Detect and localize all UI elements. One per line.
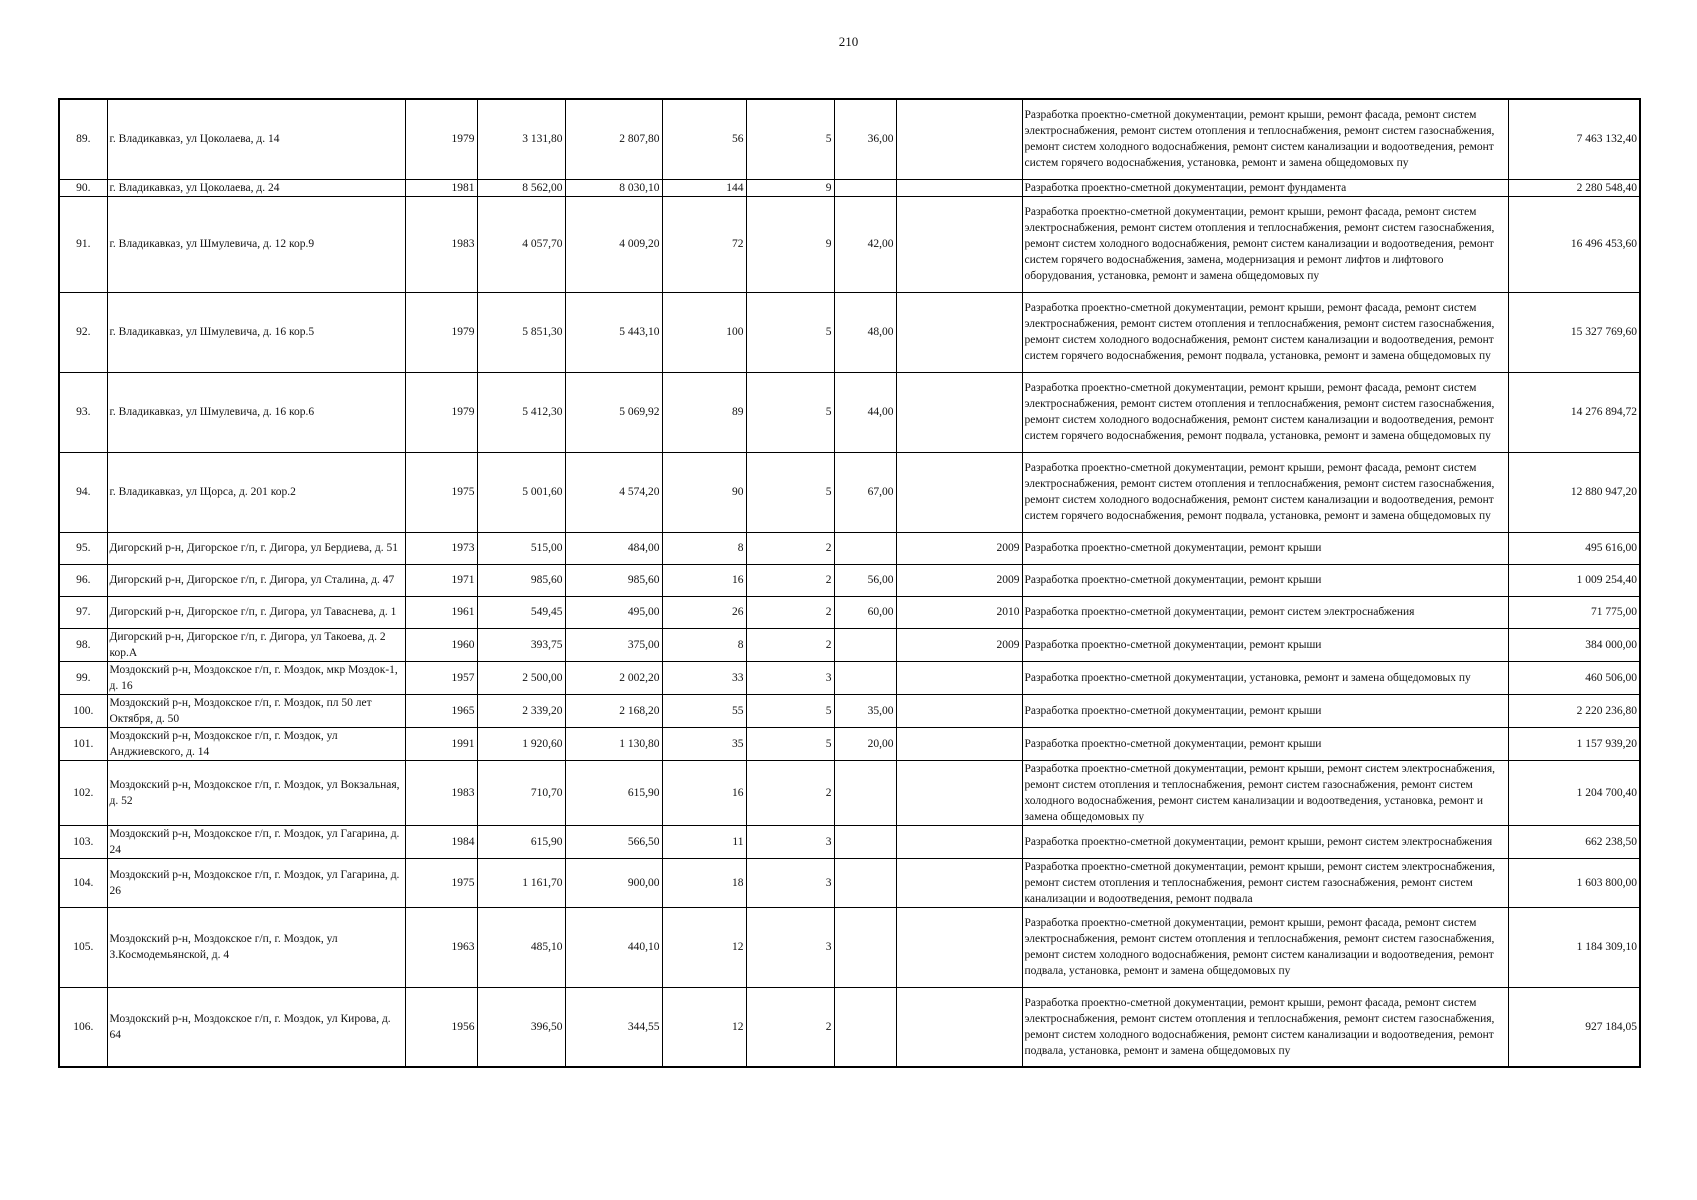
year-built-cell: 1963 (405, 907, 477, 987)
total-area-cell: 515,00 (477, 532, 565, 564)
residents-cell: 12 (662, 907, 746, 987)
works-list-cell: Разработка проектно-сметной документации, ремонт крыши, ремонт систем электроснабжения, ремонт систем отопления и теплоснабжения, ремонт систем газоснабжения, ремонт систем холодного водоснабжения, ремонт систем канализации и водоотведения, установка, ремонт и замена общедомовых пу (1022, 760, 1508, 825)
residents-cell: 35 (662, 727, 746, 760)
floors-cell: 9 (746, 196, 834, 292)
table-row (59, 628, 1640, 661)
last-overhaul-year-cell (896, 727, 1022, 760)
year-built-cell: 1979 (405, 99, 477, 179)
last-overhaul-year-cell: 2009 (896, 532, 1022, 564)
total-area-cell: 8 562,00 (477, 179, 565, 196)
floors-cell: 2 (746, 596, 834, 628)
cost-cell: 495 616,00 (1508, 532, 1640, 564)
year-built-cell: 1991 (405, 727, 477, 760)
cost-cell: 2 220 236,80 (1508, 694, 1640, 727)
residents-cell: 144 (662, 179, 746, 196)
row-number: 106. (59, 987, 107, 1067)
row-number: 101. (59, 727, 107, 760)
repair-program-table (58, 98, 1641, 1068)
year-built-cell: 1957 (405, 661, 477, 694)
wear-percent-cell (834, 987, 896, 1067)
cost-cell: 1 157 939,20 (1508, 727, 1640, 760)
floors-cell: 2 (746, 564, 834, 596)
floors-cell: 9 (746, 179, 834, 196)
address-cell: Моздокский р-н, Моздокское г/п, г. Моздок, ул Анджиевского, д. 14 (107, 727, 405, 760)
row-number: 96. (59, 564, 107, 596)
living-area-cell: 5 443,10 (565, 292, 662, 372)
residents-cell: 55 (662, 694, 746, 727)
wear-percent-cell (834, 760, 896, 825)
last-overhaul-year-cell (896, 907, 1022, 987)
year-built-cell: 1983 (405, 760, 477, 825)
cost-cell: 384 000,00 (1508, 628, 1640, 661)
residents-cell: 33 (662, 661, 746, 694)
row-number: 92. (59, 292, 107, 372)
wear-percent-cell: 48,00 (834, 292, 896, 372)
living-area-cell: 8 030,10 (565, 179, 662, 196)
wear-percent-cell: 56,00 (834, 564, 896, 596)
last-overhaul-year-cell (896, 99, 1022, 179)
cost-cell: 662 238,50 (1508, 825, 1640, 858)
total-area-cell: 396,50 (477, 987, 565, 1067)
address-cell: Моздокский р-н, Моздокское г/п, г. Моздок, ул Вокзальная, д. 52 (107, 760, 405, 825)
works-list-cell: Разработка проектно-сметной документации, ремонт крыши, ремонт фасада, ремонт систем электроснабжения, ремонт систем отопления и теплоснабжения, ремонт систем газоснабжения, ремонт систем холодного водоснабжения, ремонт систем канализации и водоотведения, ремонт подвала, установка, ремонт и замена общедомовых пу (1022, 987, 1508, 1067)
floors-cell: 3 (746, 907, 834, 987)
total-area-cell: 485,10 (477, 907, 565, 987)
cost-cell: 12 880 947,20 (1508, 452, 1640, 532)
last-overhaul-year-cell (896, 825, 1022, 858)
living-area-cell: 4 009,20 (565, 196, 662, 292)
address-cell: Дигорский р-н, Дигорское г/п, г. Дигора, ул Таваснева, д. 1 (107, 596, 405, 628)
residents-cell: 18 (662, 858, 746, 907)
works-list-cell: Разработка проектно-сметной документации, ремонт крыши, ремонт фасада, ремонт систем электроснабжения, ремонт систем отопления и теплоснабжения, ремонт систем газоснабжения, ремонт систем холодного водоснабжения, ремонт систем канализации и водоотведения, ремонт подвала, установка, ремонт и замена общедомовых пу (1022, 907, 1508, 987)
total-area-cell: 2 339,20 (477, 694, 565, 727)
wear-percent-cell: 20,00 (834, 727, 896, 760)
last-overhaul-year-cell (896, 292, 1022, 372)
residents-cell: 8 (662, 532, 746, 564)
last-overhaul-year-cell (896, 661, 1022, 694)
residents-cell: 100 (662, 292, 746, 372)
residents-cell: 72 (662, 196, 746, 292)
residents-cell: 12 (662, 987, 746, 1067)
address-cell: Моздокский р-н, Моздокское г/п, г. Моздок, ул З.Космодемьянской, д. 4 (107, 907, 405, 987)
floors-cell: 2 (746, 532, 834, 564)
total-area-cell: 5 851,30 (477, 292, 565, 372)
living-area-cell: 900,00 (565, 858, 662, 907)
total-area-cell: 710,70 (477, 760, 565, 825)
row-number: 100. (59, 694, 107, 727)
last-overhaul-year-cell (896, 858, 1022, 907)
total-area-cell: 4 057,70 (477, 196, 565, 292)
works-list-cell: Разработка проектно-сметной документации, установка, ремонт и замена общедомовых пу (1022, 661, 1508, 694)
living-area-cell: 5 069,92 (565, 372, 662, 452)
last-overhaul-year-cell (896, 452, 1022, 532)
wear-percent-cell (834, 179, 896, 196)
table-row (59, 179, 1640, 196)
row-number: 104. (59, 858, 107, 907)
table-row (59, 99, 1640, 179)
total-area-cell: 393,75 (477, 628, 565, 661)
living-area-cell: 440,10 (565, 907, 662, 987)
address-cell: Моздокский р-н, Моздокское г/п, г. Моздок, ул Гагарина, д. 24 (107, 825, 405, 858)
cost-cell: 1 009 254,40 (1508, 564, 1640, 596)
total-area-cell: 615,90 (477, 825, 565, 858)
total-area-cell: 985,60 (477, 564, 565, 596)
year-built-cell: 1975 (405, 858, 477, 907)
cost-cell: 15 327 769,60 (1508, 292, 1640, 372)
floors-cell: 3 (746, 661, 834, 694)
floors-cell: 2 (746, 760, 834, 825)
floors-cell: 3 (746, 825, 834, 858)
works-list-cell: Разработка проектно-сметной документации, ремонт крыши, ремонт фасада, ремонт систем электроснабжения, ремонт систем отопления и теплоснабжения, ремонт систем газоснабжения, ремонт систем холодного водоснабжения, ремонт систем канализации и водоотведения, ремонт систем горячего водоснабжения, ремонт подвала, установка, ремонт и замена общедомовых пу (1022, 292, 1508, 372)
cost-cell: 1 603 800,00 (1508, 858, 1640, 907)
last-overhaul-year-cell: 2009 (896, 564, 1022, 596)
row-number: 97. (59, 596, 107, 628)
living-area-cell: 615,90 (565, 760, 662, 825)
living-area-cell: 495,00 (565, 596, 662, 628)
address-cell: г. Владикавказ, ул Шмулевича, д. 16 кор.5 (107, 292, 405, 372)
total-area-cell: 1 161,70 (477, 858, 565, 907)
address-cell: Дигорский р-н, Дигорское г/п, г. Дигора, ул Бердиева, д. 51 (107, 532, 405, 564)
wear-percent-cell: 67,00 (834, 452, 896, 532)
table-row (59, 292, 1640, 372)
table-row (59, 564, 1640, 596)
residents-cell: 11 (662, 825, 746, 858)
living-area-cell: 4 574,20 (565, 452, 662, 532)
floors-cell: 5 (746, 372, 834, 452)
last-overhaul-year-cell (896, 760, 1022, 825)
living-area-cell: 2 807,80 (565, 99, 662, 179)
wear-percent-cell: 35,00 (834, 694, 896, 727)
wear-percent-cell: 36,00 (834, 99, 896, 179)
floors-cell: 5 (746, 292, 834, 372)
floors-cell: 5 (746, 99, 834, 179)
works-list-cell: Разработка проектно-сметной документации, ремонт крыши (1022, 628, 1508, 661)
floors-cell: 5 (746, 452, 834, 532)
row-number: 94. (59, 452, 107, 532)
year-built-cell: 1981 (405, 179, 477, 196)
year-built-cell: 1975 (405, 452, 477, 532)
row-number: 98. (59, 628, 107, 661)
cost-cell: 1 184 309,10 (1508, 907, 1640, 987)
row-number: 105. (59, 907, 107, 987)
total-area-cell: 3 131,80 (477, 99, 565, 179)
living-area-cell: 2 002,20 (565, 661, 662, 694)
wear-percent-cell: 42,00 (834, 196, 896, 292)
year-built-cell: 1956 (405, 987, 477, 1067)
living-area-cell: 1 130,80 (565, 727, 662, 760)
row-number: 99. (59, 661, 107, 694)
wear-percent-cell (834, 907, 896, 987)
wear-percent-cell (834, 532, 896, 564)
floors-cell: 2 (746, 987, 834, 1067)
last-overhaul-year-cell: 2010 (896, 596, 1022, 628)
year-built-cell: 1984 (405, 825, 477, 858)
works-list-cell: Разработка проектно-сметной документации, ремонт фундамента (1022, 179, 1508, 196)
table-row (59, 532, 1640, 564)
address-cell: Моздокский р-н, Моздокское г/п, г. Моздок, ул Гагарина, д. 26 (107, 858, 405, 907)
address-cell: г. Владикавказ, ул Шмулевича, д. 16 кор.6 (107, 372, 405, 452)
row-number: 103. (59, 825, 107, 858)
cost-cell: 14 276 894,72 (1508, 372, 1640, 452)
residents-cell: 16 (662, 760, 746, 825)
year-built-cell: 1961 (405, 596, 477, 628)
table-row (59, 196, 1640, 292)
residents-cell: 90 (662, 452, 746, 532)
cost-cell: 2 280 548,40 (1508, 179, 1640, 196)
cost-cell: 927 184,05 (1508, 987, 1640, 1067)
floors-cell: 3 (746, 858, 834, 907)
year-built-cell: 1973 (405, 532, 477, 564)
last-overhaul-year-cell: 2009 (896, 628, 1022, 661)
works-list-cell: Разработка проектно-сметной документации, ремонт крыши, ремонт фасада, ремонт систем электроснабжения, ремонт систем отопления и теплоснабжения, ремонт систем газоснабжения, ремонт систем холодного водоснабжения, ремонт систем канализации и водоотведения, ремонт систем горячего водоснабжения, замена, модернизация и ремонт лифтов и лифтового оборудования, установка, ремонт и замена общедомовых пу (1022, 196, 1508, 292)
table-row (59, 661, 1640, 694)
wear-percent-cell: 60,00 (834, 596, 896, 628)
row-number: 90. (59, 179, 107, 196)
total-area-cell: 1 920,60 (477, 727, 565, 760)
floors-cell: 5 (746, 694, 834, 727)
wear-percent-cell (834, 661, 896, 694)
works-list-cell: Разработка проектно-сметной документации, ремонт систем электроснабжения (1022, 596, 1508, 628)
address-cell: Моздокский р-н, Моздокское г/п, г. Моздок, мкр Моздок-1, д. 16 (107, 661, 405, 694)
year-built-cell: 1960 (405, 628, 477, 661)
table-row (59, 452, 1640, 532)
cost-cell: 16 496 453,60 (1508, 196, 1640, 292)
table-row (59, 858, 1640, 907)
last-overhaul-year-cell (896, 694, 1022, 727)
residents-cell: 16 (662, 564, 746, 596)
living-area-cell: 375,00 (565, 628, 662, 661)
year-built-cell: 1979 (405, 292, 477, 372)
page-number: 210 (838, 34, 859, 49)
works-list-cell: Разработка проектно-сметной документации, ремонт крыши, ремонт систем электроснабжения (1022, 825, 1508, 858)
table-row (59, 372, 1640, 452)
address-cell: г. Владикавказ, ул Щорса, д. 201 кор.2 (107, 452, 405, 532)
year-built-cell: 1971 (405, 564, 477, 596)
address-cell: г. Владикавказ, ул Цоколаева, д. 24 (107, 179, 405, 196)
row-number: 89. (59, 99, 107, 179)
wear-percent-cell (834, 858, 896, 907)
table-row (59, 596, 1640, 628)
year-built-cell: 1965 (405, 694, 477, 727)
cost-cell: 71 775,00 (1508, 596, 1640, 628)
living-area-cell: 985,60 (565, 564, 662, 596)
works-list-cell: Разработка проектно-сметной документации, ремонт крыши, ремонт фасада, ремонт систем электроснабжения, ремонт систем отопления и теплоснабжения, ремонт систем газоснабжения, ремонт систем холодного водоснабжения, ремонт систем канализации и водоотведения, ремонт систем горячего водоснабжения, ремонт подвала, установка, ремонт и замена общедомовых пу (1022, 372, 1508, 452)
works-list-cell: Разработка проектно-сметной документации, ремонт крыши (1022, 532, 1508, 564)
last-overhaul-year-cell (896, 372, 1022, 452)
address-cell: Дигорский р-н, Дигорское г/п, г. Дигора, ул Такоева, д. 2 кор.А (107, 628, 405, 661)
table-row (59, 760, 1640, 825)
year-built-cell: 1979 (405, 372, 477, 452)
address-cell: Моздокский р-н, Моздокское г/п, г. Моздок, ул Кирова, д. 64 (107, 987, 405, 1067)
residents-cell: 26 (662, 596, 746, 628)
works-list-cell: Разработка проектно-сметной документации, ремонт крыши (1022, 564, 1508, 596)
works-list-cell: Разработка проектно-сметной документации, ремонт крыши, ремонт систем электроснабжения, ремонт систем отопления и теплоснабжения, ремонт систем газоснабжения, ремонт систем канализации и водоотведения, ремонт подвала (1022, 858, 1508, 907)
row-number: 91. (59, 196, 107, 292)
wear-percent-cell (834, 825, 896, 858)
last-overhaul-year-cell (896, 196, 1022, 292)
table-row (59, 727, 1640, 760)
table-row (59, 907, 1640, 987)
last-overhaul-year-cell (896, 987, 1022, 1067)
floors-cell: 5 (746, 727, 834, 760)
works-list-cell: Разработка проектно-сметной документации, ремонт крыши, ремонт фасада, ремонт систем электроснабжения, ремонт систем отопления и теплоснабжения, ремонт систем газоснабжения, ремонт систем холодного водоснабжения, ремонт систем канализации и водоотведения, ремонт систем горячего водоснабжения, ремонт подвала, установка, ремонт и замена общедомовых пу (1022, 452, 1508, 532)
residents-cell: 8 (662, 628, 746, 661)
address-cell: Дигорский р-н, Дигорское г/п, г. Дигора, ул Сталина, д. 47 (107, 564, 405, 596)
works-list-cell: Разработка проектно-сметной документации, ремонт крыши (1022, 727, 1508, 760)
wear-percent-cell: 44,00 (834, 372, 896, 452)
cost-cell: 1 204 700,40 (1508, 760, 1640, 825)
wear-percent-cell (834, 628, 896, 661)
residents-cell: 89 (662, 372, 746, 452)
table-row (59, 825, 1640, 858)
address-cell: Моздокский р-н, Моздокское г/п, г. Моздок, пл 50 лет Октября, д. 50 (107, 694, 405, 727)
living-area-cell: 566,50 (565, 825, 662, 858)
living-area-cell: 484,00 (565, 532, 662, 564)
row-number: 93. (59, 372, 107, 452)
row-number: 102. (59, 760, 107, 825)
living-area-cell: 344,55 (565, 987, 662, 1067)
year-built-cell: 1983 (405, 196, 477, 292)
total-area-cell: 549,45 (477, 596, 565, 628)
total-area-cell: 5 001,60 (477, 452, 565, 532)
last-overhaul-year-cell (896, 179, 1022, 196)
floors-cell: 2 (746, 628, 834, 661)
works-list-cell: Разработка проектно-сметной документации, ремонт крыши, ремонт фасада, ремонт систем электроснабжения, ремонт систем отопления и теплоснабжения, ремонт систем газоснабжения, ремонт систем холодного водоснабжения, ремонт систем канализации и водоотведения, ремонт систем горячего водоснабжения, установка, ремонт и замена общедомовых пу (1022, 99, 1508, 179)
works-list-cell: Разработка проектно-сметной документации, ремонт крыши (1022, 694, 1508, 727)
cost-cell: 7 463 132,40 (1508, 99, 1640, 179)
row-number: 95. (59, 532, 107, 564)
address-cell: г. Владикавказ, ул Цоколаева, д. 14 (107, 99, 405, 179)
table-row (59, 694, 1640, 727)
living-area-cell: 2 168,20 (565, 694, 662, 727)
cost-cell: 460 506,00 (1508, 661, 1640, 694)
total-area-cell: 5 412,30 (477, 372, 565, 452)
table-row (59, 987, 1640, 1067)
address-cell: г. Владикавказ, ул Шмулевича, д. 12 кор.9 (107, 196, 405, 292)
residents-cell: 56 (662, 99, 746, 179)
total-area-cell: 2 500,00 (477, 661, 565, 694)
